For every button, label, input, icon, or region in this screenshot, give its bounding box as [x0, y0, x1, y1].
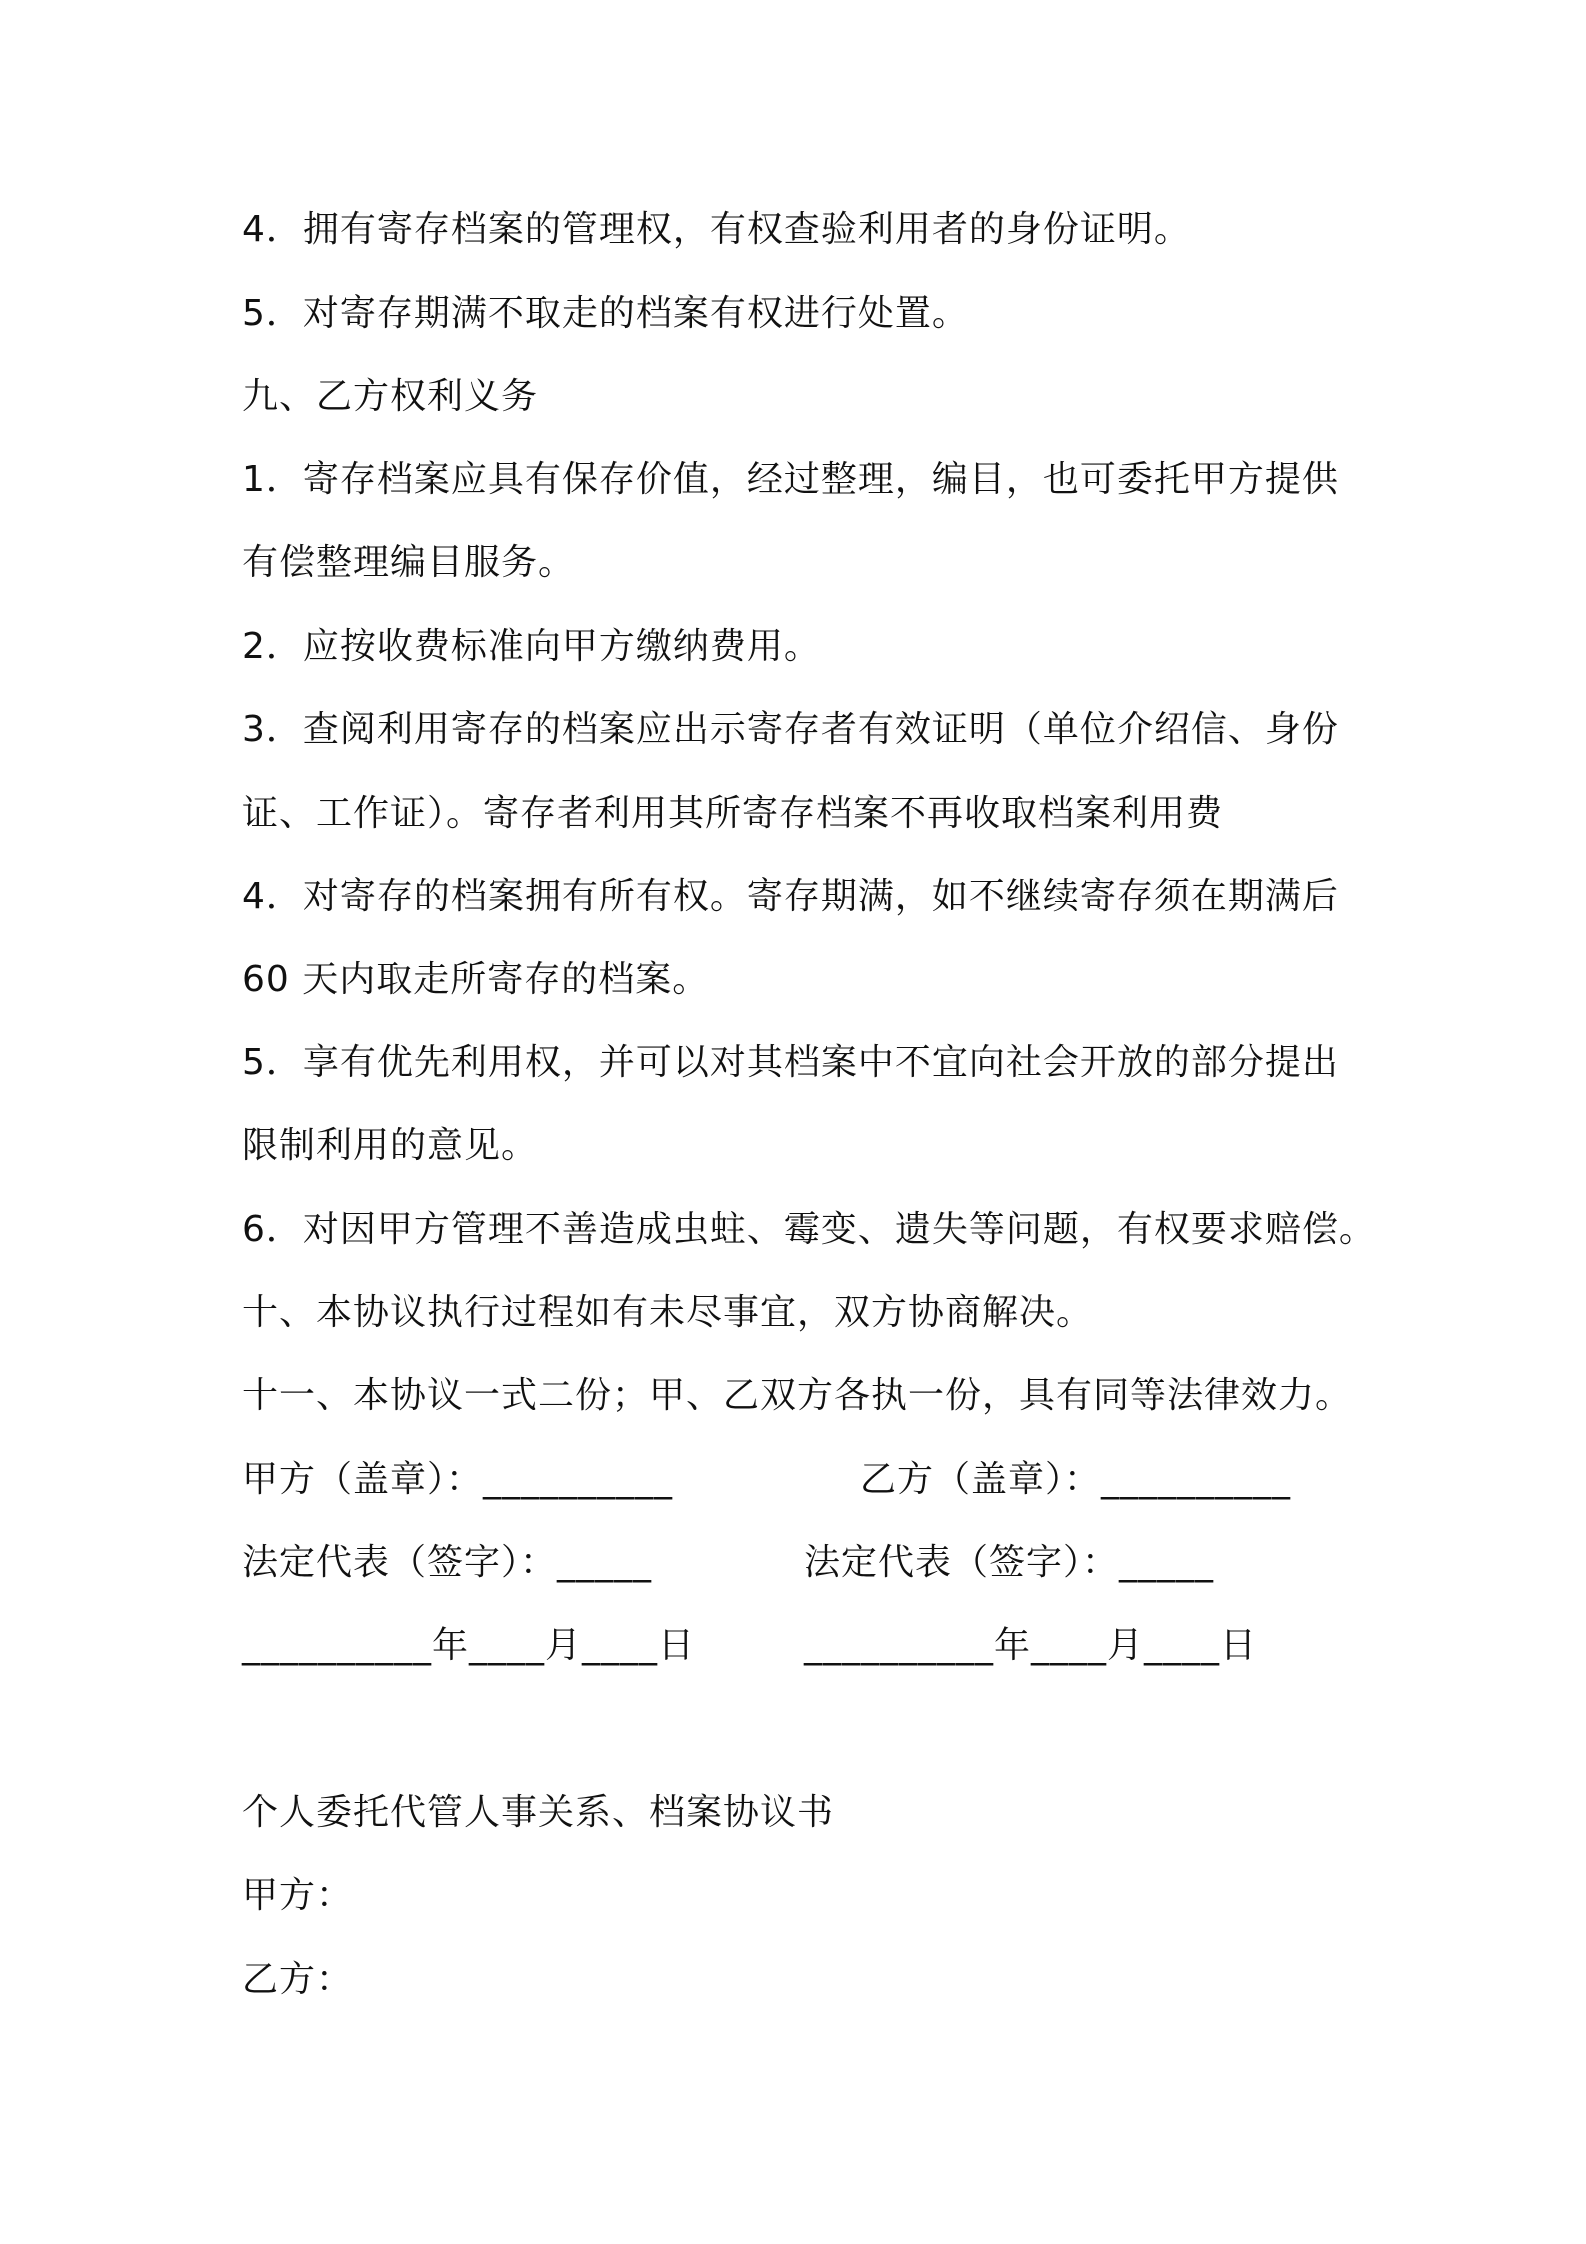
section-10: 十、本协议执行过程如有未尽事宜，双方协商解决。	[242, 1292, 1094, 1333]
clause-9-4: 4．对寄存的档案拥有所有权。寄存期满，如不继续寄存须在期满后	[242, 876, 1339, 917]
party-b-label: 乙方：	[242, 1959, 354, 2000]
party-a-label: 甲方：	[242, 1875, 354, 1916]
party-a-date-field: __________年____月____日	[242, 1625, 695, 1666]
party-b-seal-field: 乙方（盖章）：__________	[860, 1459, 1292, 1500]
party-a-seal-field: 甲方（盖章）：__________	[242, 1459, 674, 1500]
clause-8-5: 5．对寄存期满不取走的档案有权进行处置。	[242, 293, 969, 334]
next-document-title: 个人委托代管人事关系、档案协议书	[242, 1792, 835, 1833]
clause-9-3-cont: 证、工作证）。寄存者利用其所寄存档案不再收取档案利用费	[242, 793, 1224, 834]
clause-9-3: 3．查阅利用寄存的档案应出示寄存者有效证明（单位介绍信、身份	[242, 709, 1339, 750]
clause-9-4-cont: 60 天内取走所寄存的档案。	[242, 959, 710, 1000]
section-11: 十一、本协议一式二份；甲、乙双方各执一份，具有同等法律效力。	[242, 1375, 1353, 1416]
party-b-date-field: __________年____月____日	[804, 1625, 1257, 1666]
clause-9-2: 2．应按收费标准向甲方缴纳费用。	[242, 626, 821, 667]
clause-9-1: 1．寄存档案应具有保存价值，经过整理，编目，也可委托甲方提供	[242, 459, 1339, 500]
section-9-heading: 九、乙方权利义务	[242, 376, 539, 417]
clause-8-4: 4．拥有寄存档案的管理权，有权查验利用者的身份证明。	[242, 209, 1191, 250]
clause-9-5-cont: 限制利用的意见。	[242, 1125, 539, 1166]
party-a-representative-field: 法定代表（签字）：_____	[242, 1542, 653, 1583]
clause-9-1-cont: 有偿整理编目服务。	[242, 542, 576, 583]
party-b-representative-field: 法定代表（签字）：_____	[804, 1542, 1215, 1583]
clause-9-6: 6．对因甲方管理不善造成虫蛀、霉变、遗失等问题，有权要求赔偿。	[242, 1209, 1376, 1250]
clause-9-5: 5．享有优先利用权，并可以对其档案中不宜向社会开放的部分提出	[242, 1042, 1339, 1083]
